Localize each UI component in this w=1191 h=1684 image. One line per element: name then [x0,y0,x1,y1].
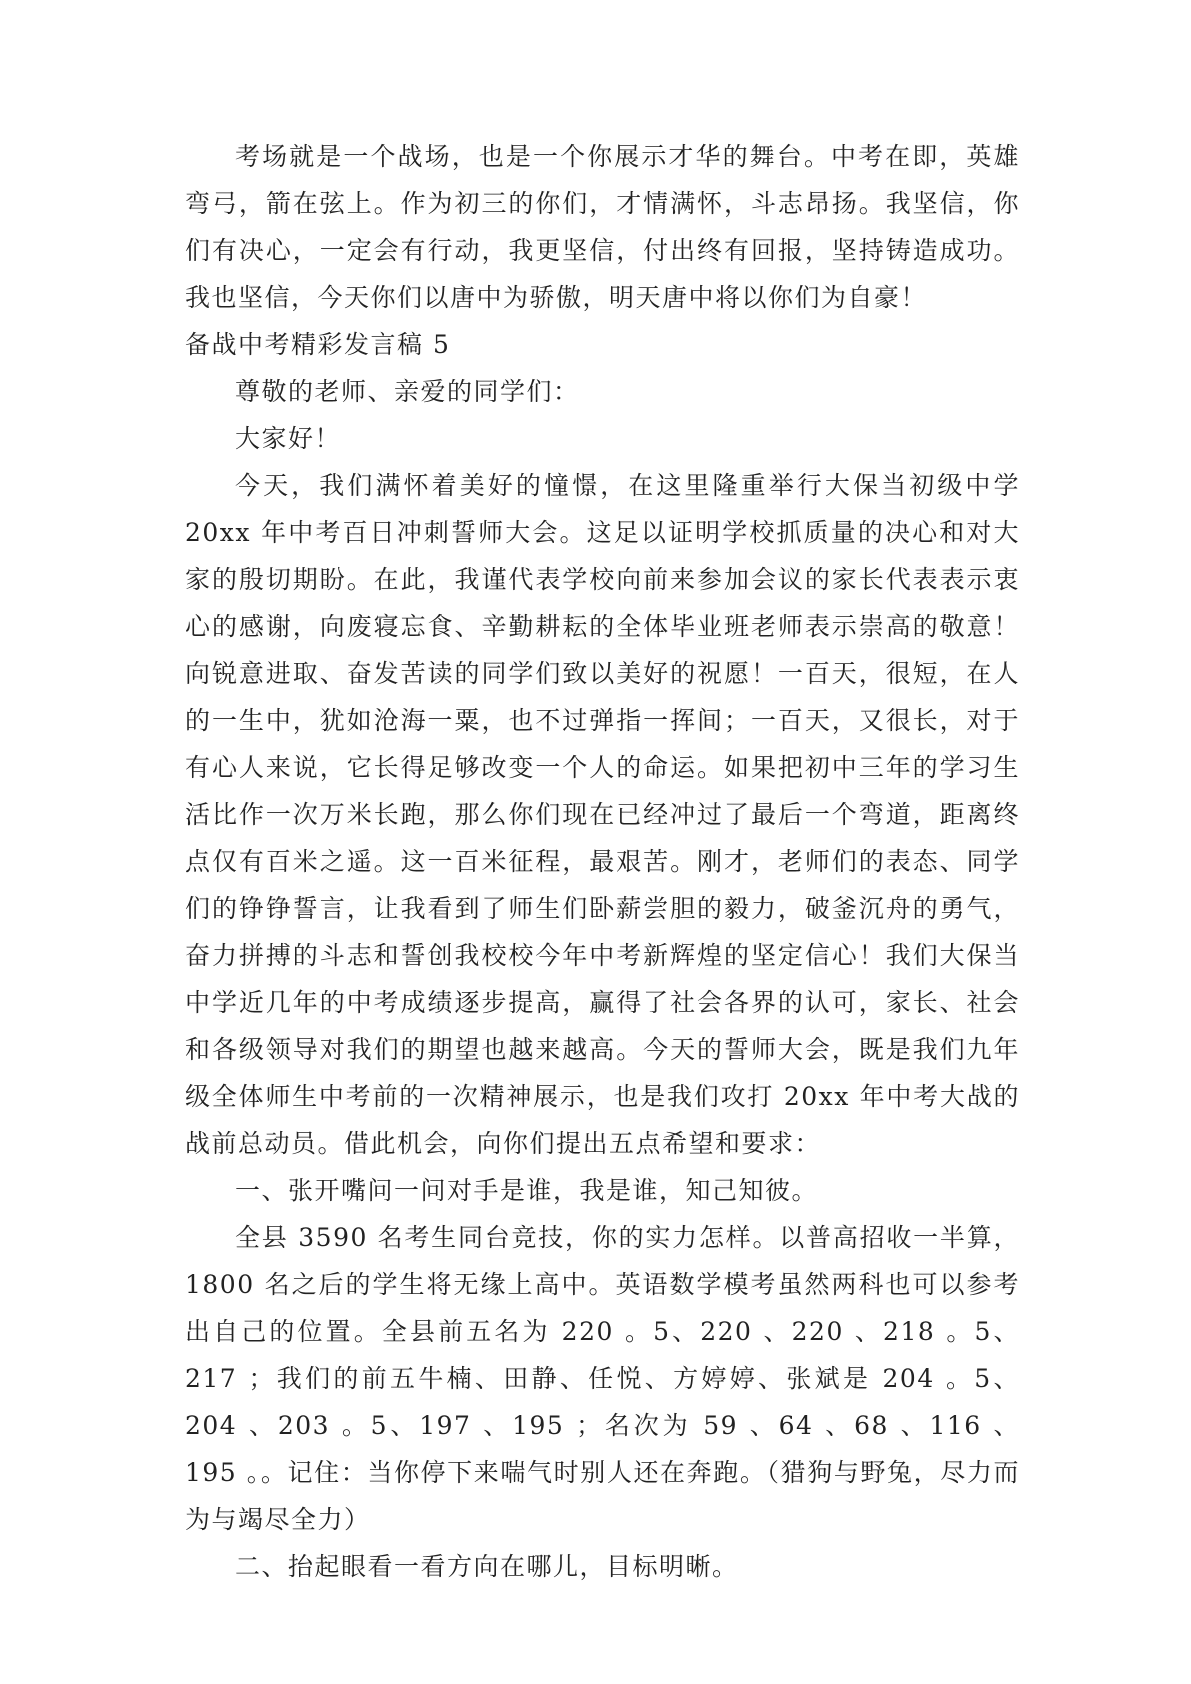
paragraph-greeting: 大家好！ [235,424,342,453]
paragraph-point-two: 二、抬起眼看一看方向在哪儿，目标明晰。 [235,1552,739,1581]
paragraph-main-speech: 今天，我们满怀着美好的憧憬，在这里隆重举行大保当初级中学 20xx 年中考百日冲刺誓师大会。这足以证明学校抓质量的决心和对大家的殷切期盼。在此，我谨代表学校向前来参加会议的家长代表表示衷心的感谢，向废寝忘食、辛勤耕耘的全体毕业班老师表示崇高的敬意！向锐意进取、奋发苦读的同学们致以美好的祝愿！一百天，很短，在人的一生中，犹如沧海一粟，也不过弹指一挥间；一百天，又很长，对于有心人来说，它长得足够改变一个人的命运。如果把初中三年的学习生活比作一次万米长跑，那么你们现在已经冲过了最后一个弯道，距离终点仅有百米之遥。这一百米征程，最艰苦。刚才，老师们的表态、同学们的铮铮誓言，让我看到了师生们卧薪尝胆的毅力，破釜沉舟的勇气，奋力拼搏的斗志和誓创我校校今年中考新辉煌的坚定信心！我们大保当中学近几年的中考成绩逐步提高，赢得了社会各界的认可，家长、社会和各级领导对我们的期望也越来越高。今天的誓师大会，既是我们九年级全体师生中考前的一次精神展示，也是我们攻打 20xx 年中考大战的战前总动员。借此机会，向你们提出五点希望和要求： [185,471,1020,1158]
document-body [185,133,1020,1590]
paragraph-county-ranking: 全县 3590 名考生同台竞技，你的实力怎样。以普高招收一半算，1800 名之后的学生将无缘上高中。英语数学模考虽然两科也可以参考出自己的位置。全县前五名为 220 。5、220 、220 、218 。5、217 ；我们的前五牛楠、田静、任悦、方婷婷、张斌是 204 。5、204 、203 。5、197 、195 ；名次为 59 、64 、68 、116 、195 。。记住：当你停下来喘气时别人还在奔跑。（猎狗与野兔，尽力而为与竭尽全力） [185,1223,1020,1534]
section-heading: 备战中考精彩发言稿 5 [185,330,451,359]
paragraph-salutation: 尊敬的老师、亲爱的同学们： [235,377,580,406]
paragraph-point-one: 一、张开嘴问一问对手是谁，我是谁，知己知彼。 [235,1176,819,1205]
paragraph-exam-battlefield: 考场就是一个战场，也是一个你展示才华的舞台。中考在即，英雄弯弓，箭在弦上。作为初三的你们，才情满怀，斗志昂扬。我坚信，你们有决心，一定会有行动，我更坚信，付出终有回报，坚持铸造成功。我也坚信，今天你们以唐中为骄傲，明天唐中将以你们为自豪！ [185,142,1020,312]
